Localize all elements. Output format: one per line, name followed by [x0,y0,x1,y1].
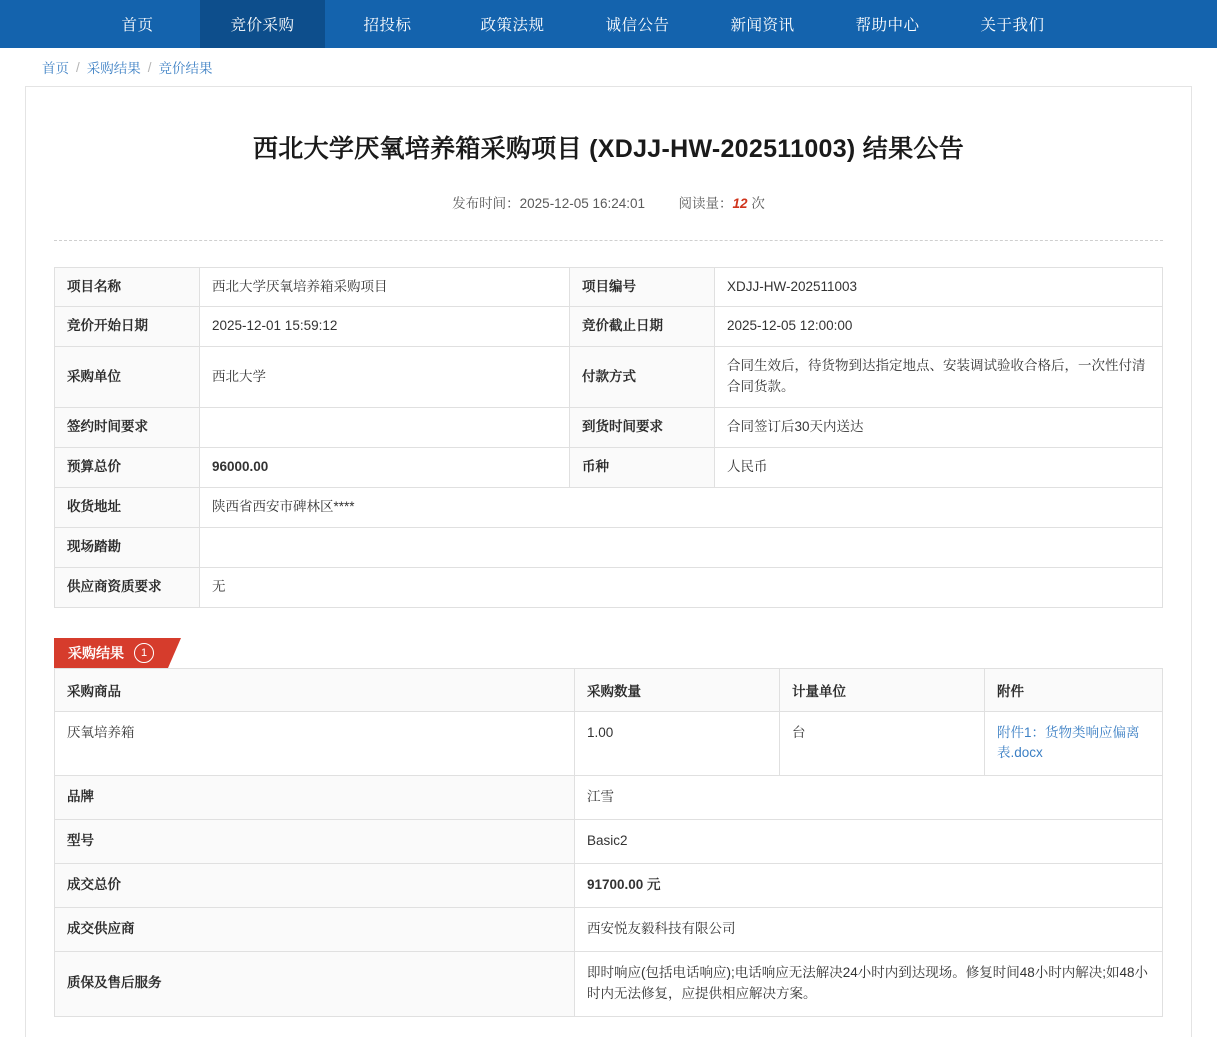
label-delivery-time: 到货时间要求 [570,408,715,448]
nav-item-about-us[interactable]: 关于我们 [980,17,1045,34]
breadcrumb-separator-2: / [147,59,152,75]
value-project-name: 西北大学厌氧培养箱采购项目 [200,267,570,307]
table-row [55,527,1163,567]
label-bid-start-date: 竞价开始日期 [55,307,200,347]
label-purchasing-unit: 采购单位 [55,347,200,408]
views-count: 12 [732,195,748,211]
table-row [55,448,1163,488]
table-row [55,907,1163,951]
value-delivery-time: 合同签订后30天内送达 [715,408,1163,448]
breadcrumb-home[interactable]: 首页 [42,61,69,76]
label-project-number: 项目编号 [570,267,715,307]
value-brand: 江雪 [575,775,1163,819]
value-budget-total: 96000.00 [200,448,570,488]
label-winning-supplier: 成交供应商 [55,907,575,951]
breadcrumb [0,48,1217,86]
breadcrumb-separator-1: / [76,59,80,75]
tab-procurement-result-label: 采购结果 [68,644,124,661]
tab-procurement-result[interactable] [54,638,168,668]
value-site-survey [200,527,1163,567]
publish-time-value: 2025-12-05 16:24:01 [519,195,646,211]
column-header-unit: 计量单位 [780,668,985,711]
announcement-card [25,86,1192,1037]
table-row [55,347,1163,408]
value-model: Basic2 [575,819,1163,863]
label-project-name: 项目名称 [55,267,200,307]
table-row [55,711,1163,775]
table-row [55,307,1163,347]
project-info-table [54,267,1163,608]
nav-item-help-center[interactable]: 帮助中心 [855,17,920,34]
column-header-quantity: 采购数量 [575,668,780,711]
nav-item-bidding-procurement[interactable]: 竞价采购 [200,0,325,48]
project-info-wrap [26,241,1191,608]
table-row [55,951,1163,1016]
attachment-link[interactable]: 附件1：货物类响应偏离表.docx [997,724,1140,761]
table-row [55,488,1163,528]
value-warranty-service: 即时响应(包括电话响应);电话响应无法解决24小时内到达现场。修复时间48小时内解决;如48小时内无法修复，应提供相应解决方案。 [575,951,1163,1016]
cell-goods-unit: 台 [780,711,985,775]
cell-goods-quantity: 1.00 [575,711,780,775]
procurement-result-header [54,638,1163,668]
value-project-number: XDJJ-HW-202511003 [715,267,1163,307]
value-purchasing-unit: 西北大学 [200,347,570,408]
result-count-badge: 1 [134,643,154,663]
table-row [55,267,1163,307]
label-bid-end-date: 竞价截止日期 [570,307,715,347]
value-payment-method: 合同生效后，待货物到达指定地点、安装调试验收合格后，一次性付清合同货款。 [715,347,1163,408]
page-title: 西北大学厌氧培养箱采购项目 (XDJJ-HW-202511003) 结果公告 [252,135,965,163]
cell-goods-attachment [985,711,1163,775]
table-row [55,408,1163,448]
cell-goods-name: 厌氧培养箱 [55,711,575,775]
label-brand: 品牌 [55,775,575,819]
label-budget-total: 预算总价 [55,448,200,488]
procurement-result-table [54,668,1163,1017]
nav-item-integrity-notice[interactable]: 诚信公告 [605,17,670,34]
label-warranty-service: 质保及售后服务 [55,951,575,1016]
value-currency: 人民币 [715,448,1163,488]
column-header-goods: 采购商品 [55,668,575,711]
label-model: 型号 [55,819,575,863]
value-final-price: 91700.00 元 [575,863,1163,907]
nav-item-news[interactable]: 新闻资讯 [730,17,795,34]
label-signing-time: 签约时间要求 [55,408,200,448]
label-final-price: 成交总价 [55,863,575,907]
table-row [55,567,1163,607]
table-row [55,863,1163,907]
value-supplier-qualification: 无 [200,567,1163,607]
main-navigation [0,0,1217,48]
table-row [55,775,1163,819]
value-winning-supplier: 西安悦友毅科技有限公司 [575,907,1163,951]
nav-item-policy[interactable]: 政策法规 [480,17,545,34]
column-header-attachment: 附件 [985,668,1163,711]
breadcrumb-current: 竞价结果 [158,61,213,76]
views-unit: 次 [751,195,765,211]
table-header-row [55,668,1163,711]
publish-time-label: 发布时间： [452,195,520,211]
value-signing-time [200,408,570,448]
value-bid-start-date: 2025-12-01 15:59:12 [200,307,570,347]
document-meta [26,166,1191,212]
nav-item-tendering[interactable]: 招投标 [363,17,412,34]
value-bid-end-date: 2025-12-05 12:00:00 [715,307,1163,347]
label-site-survey: 现场踏勘 [55,527,200,567]
label-currency: 币种 [570,448,715,488]
label-delivery-address: 收货地址 [55,488,200,528]
value-delivery-address: 陕西省西安市碑林区**** [200,488,1163,528]
nav-item-home[interactable]: 首页 [121,17,154,34]
views-label: 阅读量： [678,195,733,211]
label-supplier-qualification: 供应商资质要求 [55,567,200,607]
breadcrumb-procurement-results[interactable]: 采购结果 [86,61,141,76]
label-payment-method: 付款方式 [570,347,715,408]
table-row [55,819,1163,863]
